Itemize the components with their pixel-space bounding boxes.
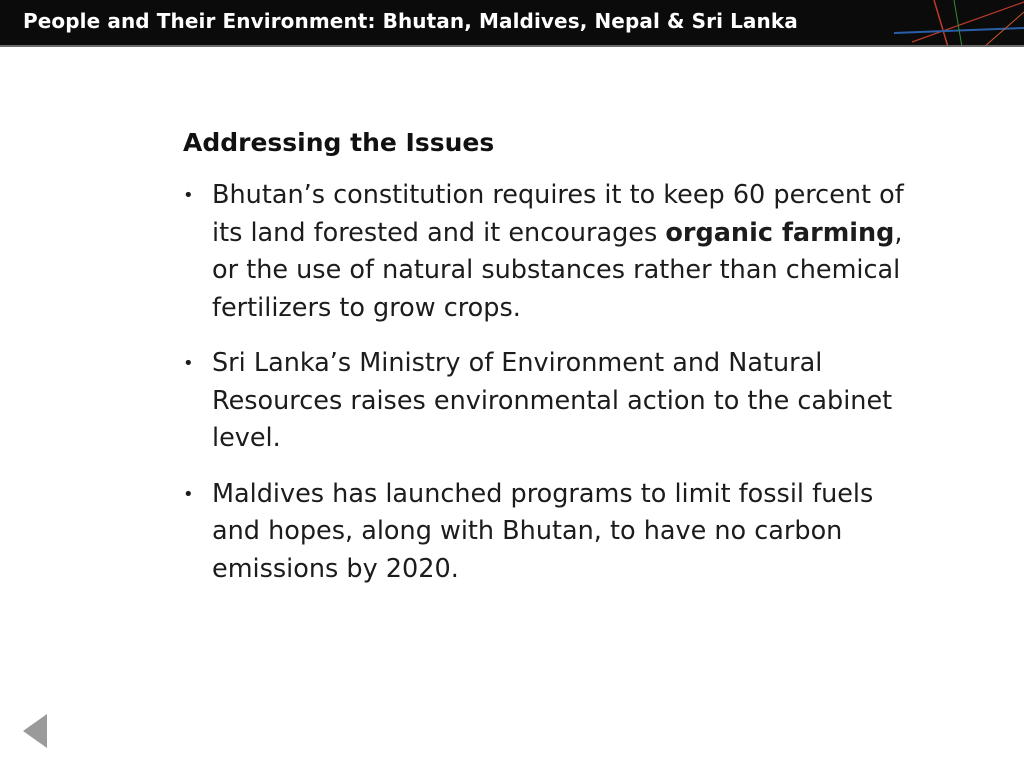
slide-header-bar <box>0 0 1024 47</box>
slide-heading: Addressing the Issues <box>183 128 495 157</box>
bullet-item-bhutan <box>183 177 913 327</box>
header-decoration-lines-icon <box>894 0 1024 47</box>
bullet-dot-icon: • <box>183 353 194 374</box>
bullet-text-continued: , or the use of natural substances rather than chemical fertilizers to grow crops. <box>212 217 903 323</box>
bullet-text: Maldives has launched programs to limit fossil fuels and hopes, along with Bhutan, to have no carbon emissions by 2020. <box>212 478 874 584</box>
slide-content <box>183 128 913 606</box>
back-button[interactable] <box>22 713 48 749</box>
slide-header-title: People and Their Environment: Bhutan, Maldives, Nepal & Sri Lanka <box>23 9 798 33</box>
bullet-item-sri-lanka <box>183 345 913 458</box>
bullet-item-maldives <box>183 476 913 589</box>
bullet-list <box>183 177 913 588</box>
bullet-text: Sri Lanka’s Ministry of Environment and Natural Resources raises environmental action to the cabinet level. <box>212 348 893 453</box>
bullet-dot-icon: • <box>183 185 194 206</box>
triangle-left-icon <box>23 714 47 748</box>
bullet-text: Bhutan’s constitution requires it to keep 60 percent of its land forested and it encourages <box>212 180 904 248</box>
bullet-dot-icon: • <box>183 483 194 505</box>
bullet-bold-term: organic farming <box>665 217 895 248</box>
